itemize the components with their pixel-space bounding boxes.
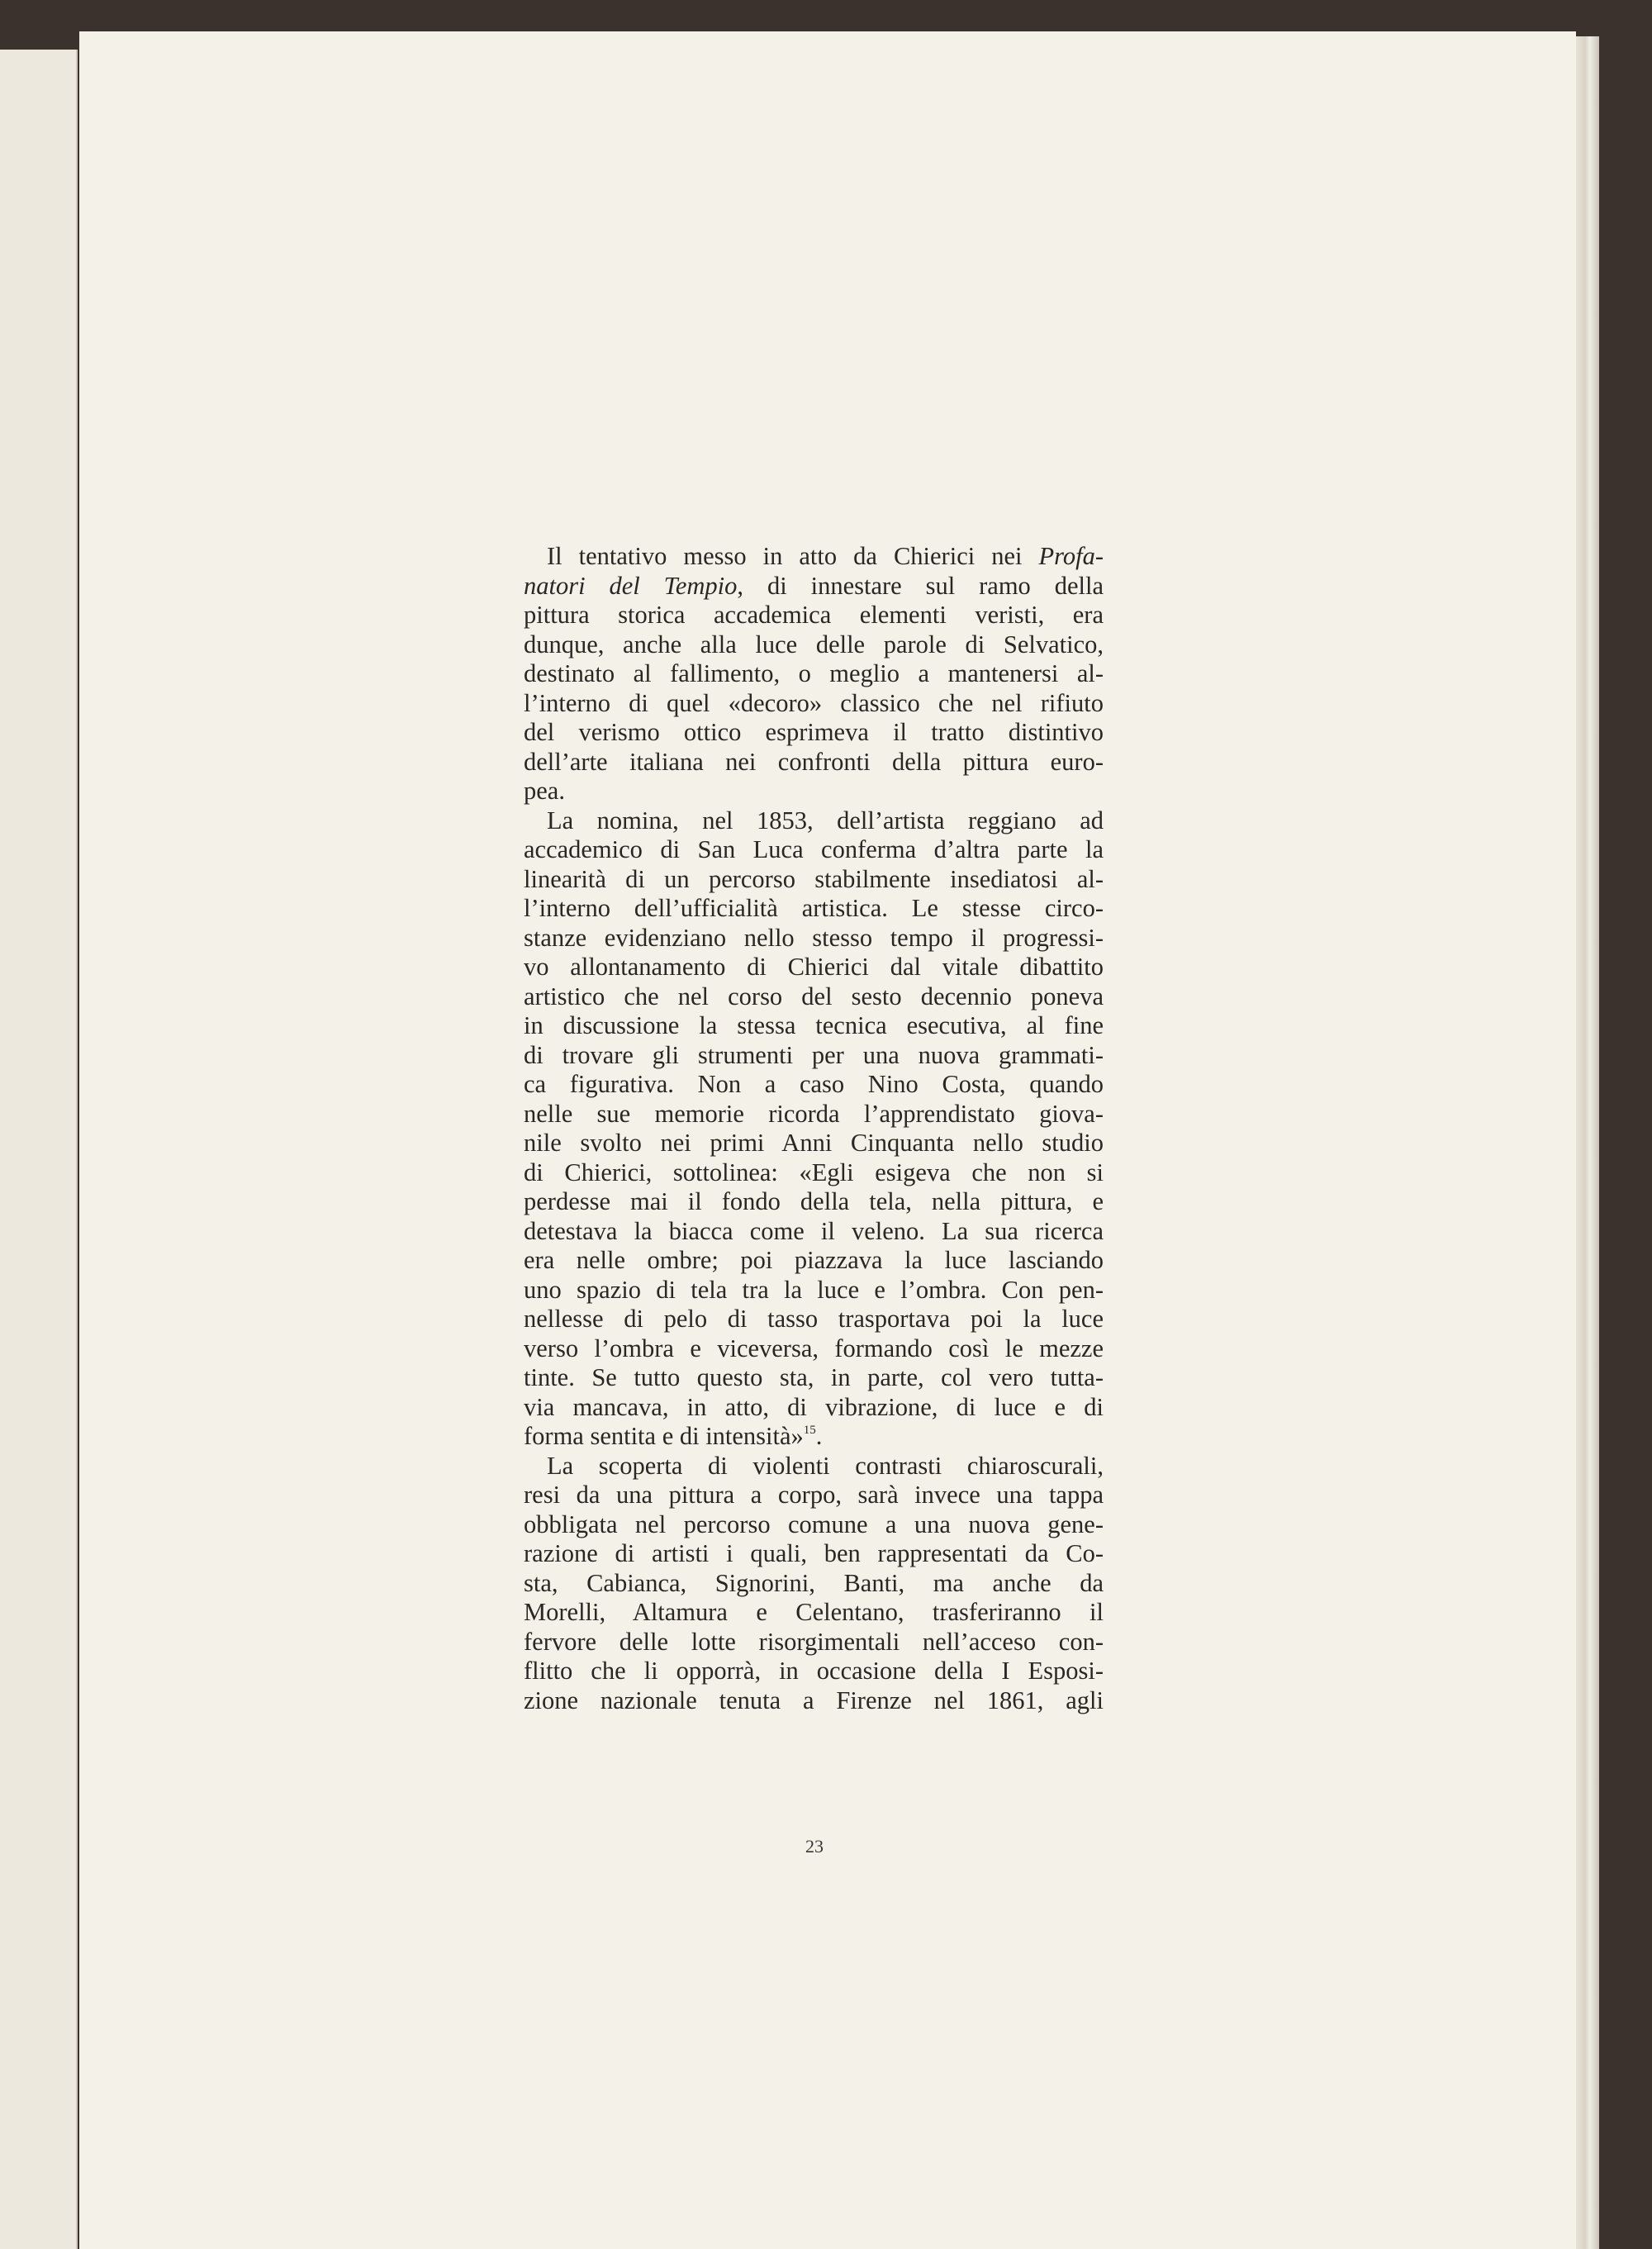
- text-segment: linearità di un percorso stabilmente insediatosi al-: [524, 864, 1104, 893]
- text-segment: pea.: [524, 777, 565, 805]
- italic-title-text: Profa-: [1038, 542, 1104, 570]
- text-segment: verso l’ombra e viceversa, formando così le mezze: [524, 1334, 1104, 1362]
- text-line: [524, 1657, 1104, 1686]
- text-segment: tinte. Se tutto questo sta, in parte, col vero tutta-: [524, 1363, 1104, 1391]
- text-segment: accademico di San Luca conferma d’altra parte la: [524, 835, 1104, 863]
- text-line: [524, 659, 1104, 689]
- text-line: [524, 1305, 1104, 1334]
- text-segment: artistico che nel corso del sesto decennio poneva: [524, 982, 1104, 1010]
- text-segment: pittura storica accademica elementi veristi, era: [524, 601, 1104, 629]
- text-line: [524, 1217, 1104, 1247]
- text-line: [524, 1481, 1104, 1510]
- text-line: [524, 865, 1104, 895]
- text-segment: sta, Cabianca, Signorini, Banti, ma anche da: [524, 1568, 1104, 1597]
- text-line: [524, 953, 1104, 982]
- paragraph: [524, 806, 1104, 1452]
- text-segment: dell’arte italiana nei confronti della pittura euro-: [524, 747, 1104, 776]
- text-segment: vo allontanamento di Chierici dal vitale dibattito: [524, 953, 1104, 981]
- text-line: [524, 748, 1104, 777]
- text-segment: via mancava, in atto, di vibrazione, di luce e di: [524, 1392, 1104, 1421]
- text-line: [524, 572, 1104, 601]
- text-segment: Morelli, Altamura e Celentano, trasferiranno il: [524, 1598, 1104, 1626]
- text-line: [524, 1452, 1104, 1481]
- text-segment: , di innestare sul ramo della: [737, 571, 1104, 600]
- facing-page-edge: [0, 50, 78, 2249]
- text-line: [524, 1363, 1104, 1393]
- text-segment: di Chierici, sottolinea: «Egli esigeva che non si: [524, 1158, 1104, 1186]
- text-segment: resi da una pittura a corpo, sarà invece una tappa: [524, 1481, 1104, 1509]
- text-segment: detestava la biacca come il veleno. La sua ricerca: [524, 1216, 1104, 1245]
- text-segment: flitto che li opporrà, in occasione della I Esposi-: [524, 1657, 1104, 1685]
- text-segment: zione nazionale tenuta a Firenze nel 1861, agli: [524, 1686, 1104, 1714]
- text-line: [524, 1100, 1104, 1129]
- text-line: [524, 1510, 1104, 1540]
- text-segment: ca figurativa. Non a caso Nino Costa, quando: [524, 1070, 1104, 1098]
- text-line: [524, 630, 1104, 660]
- text-line: [524, 1246, 1104, 1276]
- text-segment: nellesse di pelo di tasso trasportava poi la luce: [524, 1305, 1104, 1333]
- text-segment: perdesse mai il fondo della tela, nella pittura, e: [524, 1187, 1104, 1215]
- text-line: [524, 806, 1104, 836]
- text-segment: stanze evidenziano nello stesso tempo il progressi-: [524, 923, 1104, 952]
- paragraph: [524, 542, 1104, 806]
- body-text: [524, 542, 1104, 1715]
- text-line: [524, 894, 1104, 924]
- text-line: [524, 777, 1104, 806]
- text-segment: dunque, anche alla luce delle parole di Selvatico,: [524, 630, 1104, 659]
- text-line: [524, 1598, 1104, 1628]
- text-line: [524, 1158, 1104, 1188]
- italic-title-text: natori del Tempio: [524, 571, 738, 600]
- text-segment: era nelle ombre; poi piazzava la luce lasciando: [524, 1246, 1104, 1274]
- text-line: [524, 689, 1104, 719]
- text-line: [524, 1686, 1104, 1716]
- text-segment: del verismo ottico esprimeva il tratto distintivo: [524, 718, 1104, 746]
- page-stack-edge: [1576, 36, 1599, 2249]
- text-segment: uno spazio di tela tra la luce e l’ombra. Con pen-: [524, 1275, 1104, 1304]
- text-segment: La nomina, nel 1853, dell’artista reggiano ad: [547, 806, 1104, 834]
- text-line: [524, 1011, 1104, 1041]
- text-line: [524, 542, 1104, 572]
- text-segment: fervore delle lotte risorgimentali nell’acceso con-: [524, 1627, 1104, 1656]
- text-segment: destinato al fallimento, o meglio a mantenersi al-: [524, 659, 1104, 687]
- text-line: [524, 1129, 1104, 1158]
- text-line: [524, 982, 1104, 1012]
- text-line: [524, 924, 1104, 953]
- text-segment: l’interno di quel «decoro» classico che nel rifiuto: [524, 688, 1104, 717]
- page-number: 23: [805, 1836, 824, 1857]
- text-segment: forma sentita e di intensità»: [524, 1422, 804, 1450]
- text-line: [524, 1539, 1104, 1569]
- paragraph: [524, 1452, 1104, 1716]
- text-line: [524, 1628, 1104, 1657]
- text-segment: l’interno dell’ufficialità artistica. Le stesse circo-: [524, 894, 1104, 922]
- text-segment: nelle sue memorie ricorda l’apprendistato giova-: [524, 1099, 1104, 1128]
- text-segment: La scoperta di violenti contrasti chiaroscurali,: [547, 1451, 1104, 1480]
- text-segment: .: [815, 1422, 823, 1450]
- text-segment: Il tentativo messo in atto da Chierici nei: [547, 542, 1039, 570]
- text-segment: razione di artisti i quali, ben rappresentati da Co-: [524, 1539, 1104, 1567]
- text-line: [524, 1393, 1104, 1423]
- text-line: [524, 1041, 1104, 1071]
- text-line: [524, 835, 1104, 865]
- text-segment: obbligata nel percorso comune a una nuova gene-: [524, 1510, 1104, 1538]
- footnote-reference: 15: [803, 1424, 816, 1437]
- text-line: [524, 1422, 1104, 1452]
- text-line: [524, 1070, 1104, 1100]
- text-segment: nile svolto nei primi Anni Cinquanta nello studio: [524, 1129, 1104, 1157]
- text-line: [524, 1187, 1104, 1217]
- text-line: [524, 1569, 1104, 1599]
- text-line: [524, 718, 1104, 748]
- text-line: [524, 601, 1104, 630]
- text-line: [524, 1276, 1104, 1305]
- text-segment: in discussione la stessa tecnica esecutiva, al fine: [524, 1011, 1104, 1039]
- text-line: [524, 1334, 1104, 1364]
- text-segment: di trovare gli strumenti per una nuova grammati-: [524, 1040, 1104, 1069]
